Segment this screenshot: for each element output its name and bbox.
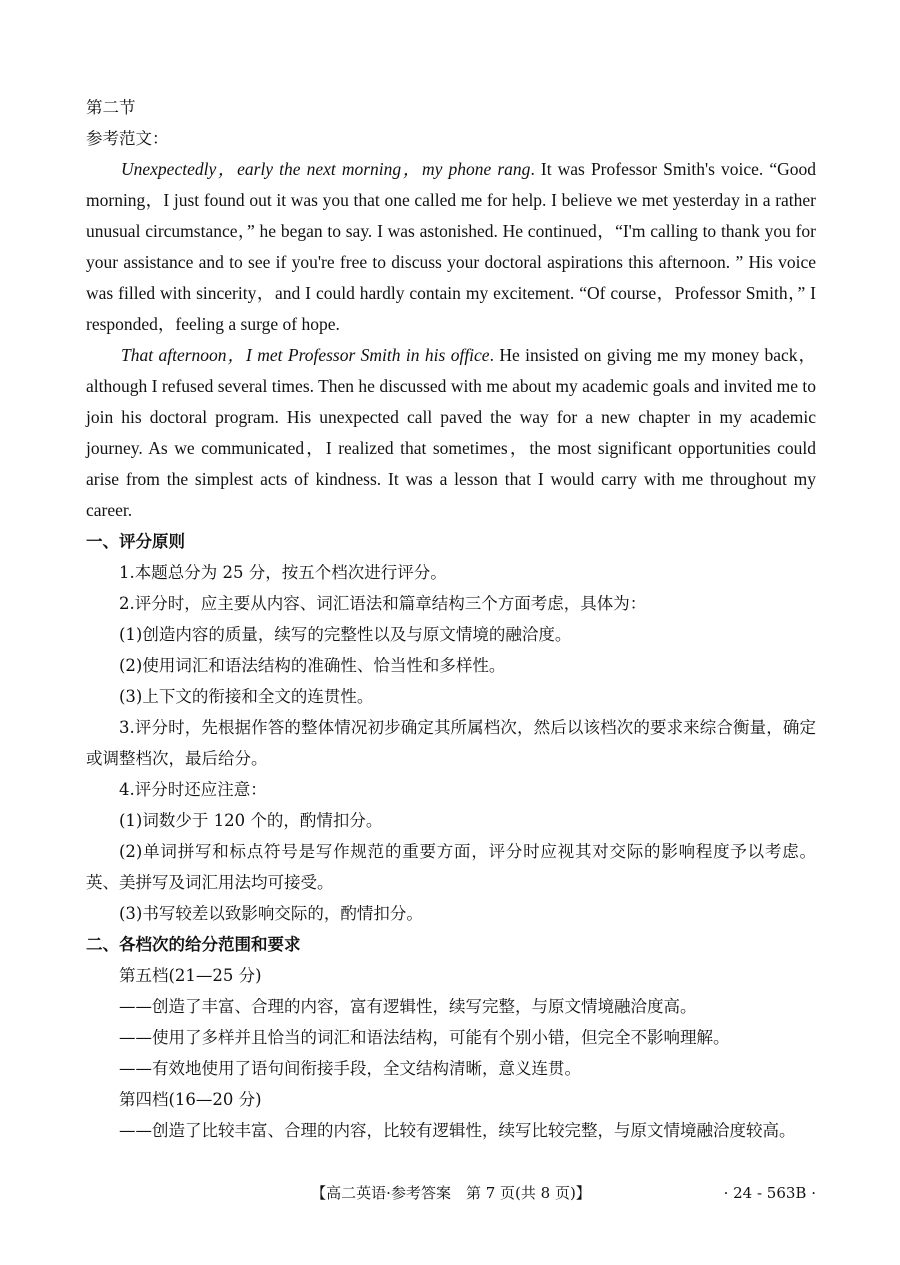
footer-page-info: 【高二英语·参考答案 第 7 页(共 8 页)】 <box>311 1184 591 1202</box>
principle-item: (2)单词拼写和标点符号是写作规范的重要方面，评分时应视其对交际的影响程度予以考虑。英、美拼写及词汇用法均可接受。 <box>86 842 816 892</box>
principle-item: 4.评分时还应注意： <box>119 780 267 799</box>
tier5-title: 第五档(21—25 分) <box>119 966 262 985</box>
tier5-item: ——有效地使用了语句间衔接手段，全文结构清晰，意义连贯。 <box>119 1059 581 1078</box>
principle-item: (3)书写较差以致影响交际的，酌情扣分。 <box>119 904 423 923</box>
tier5-item: ——创造了丰富、合理的内容，富有逻辑性，续写完整，与原文情境融洽度高。 <box>119 997 697 1016</box>
principle-item: (1)创造内容的质量，续写的完整性以及与原文情境的融洽度。 <box>119 625 572 644</box>
essay-paragraph-2 <box>86 340 816 526</box>
footer-code: · 24 - 563B · <box>723 1184 816 1202</box>
section-heading: 第二节 <box>86 98 136 117</box>
principle-item: (3)上下文的衔接和全文的连贯性。 <box>119 687 374 706</box>
essay-paragraph-1 <box>86 154 816 340</box>
essay-p2-lead: That afternoon，I met Professor Smith in his office <box>121 345 490 365</box>
essay-p1-body: . It was Professor Smith's voice. “Good morning，I just found out it was you that one called me for help. I believe we met yesterday in a rather unusual circumstance，” he began to say. I was astonished. He continued，“I'm calling to thank you for your assistance and to see if you're free to discuss your doctoral aspirations this afternoon. ” His voice was filled with sincerity，and I could hardly contain my excitement. “Of course，Professor Smith，” I responded，feeling a surge of hope. <box>86 159 816 334</box>
essay-label: 参考范文： <box>86 129 169 148</box>
essay-p1-lead: Unexpectedly，early the next morning，my phone rang <box>121 159 531 179</box>
principle-item: 1.本题总分为 25 分，按五个档次进行评分。 <box>119 563 447 582</box>
page-content <box>86 92 816 1146</box>
grade-ranges-heading: 二、各档次的给分范围和要求 <box>86 935 301 954</box>
principle-item: (2)使用词汇和语法结构的准确性、恰当性和多样性。 <box>119 656 506 675</box>
essay-p2-body: . He insisted on giving me my money back，although I refused several times. Then he discussed with me about my academic goals and invited me to join his doctoral program. His unexpected call paved the way for a new chapter in my academic journey. As we communicated，I realized that sometimes，the most significant opportunities could arise from the simplest acts of kindness. It was a lesson that I would carry with me throughout my career. <box>86 345 816 520</box>
tier4-title: 第四档(16—20 分) <box>119 1090 262 1109</box>
grading-principles-heading: 一、评分原则 <box>86 532 185 551</box>
tier4-item: ——创造了比较丰富、合理的内容，比较有逻辑性，续写比较完整，与原文情境融洽度较高。 <box>119 1121 796 1140</box>
tier5-item: ——使用了多样并且恰当的词汇和语法结构，可能有个别小错，但完全不影响理解。 <box>119 1028 730 1047</box>
principle-item: (1)词数少于 120 个的，酌情扣分。 <box>119 811 383 830</box>
principle-item: 2.评分时，应主要从内容、词汇语法和篇章结构三个方面考虑，具体为： <box>119 594 647 613</box>
principle-item: 3.评分时，先根据作答的整体情况初步确定其所属档次，然后以该档次的要求来综合衡量，确定或调整档次，最后给分。 <box>86 718 816 768</box>
